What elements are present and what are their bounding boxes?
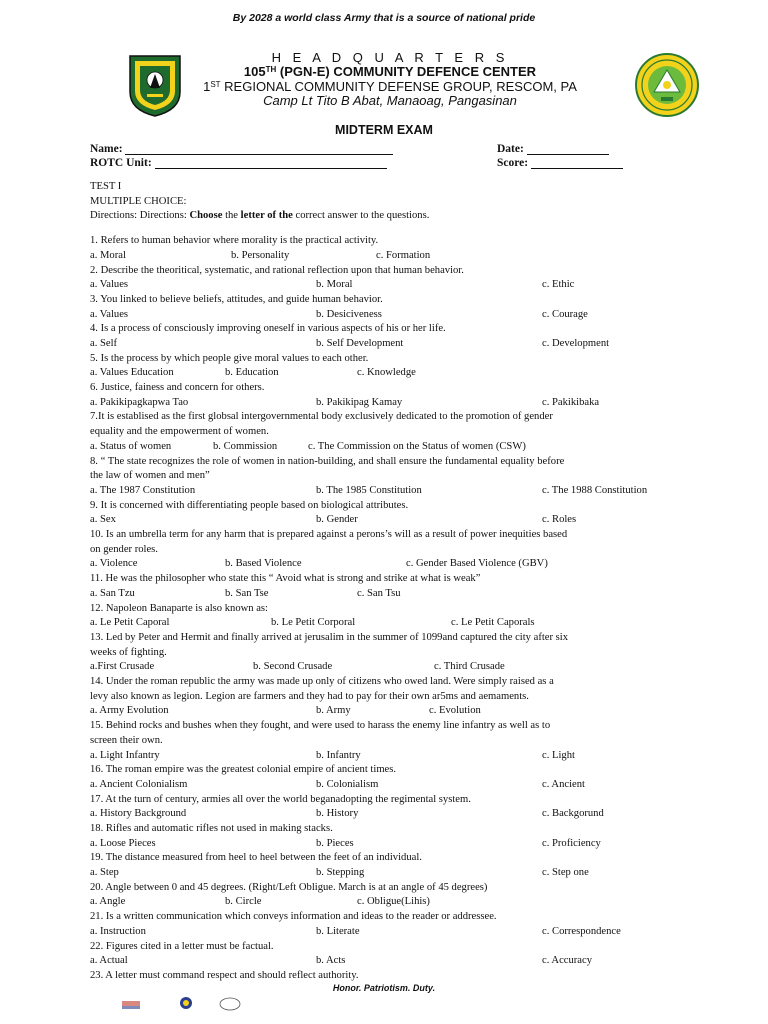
answer-option[interactable]: b. Colonialism	[316, 778, 379, 790]
answer-option[interactable]: c. San Tsu	[357, 587, 401, 599]
answer-option[interactable]: c. The Commission on the Status of women (CSW)	[308, 440, 526, 452]
answer-options	[90, 557, 718, 572]
answer-option[interactable]: b. Circle	[225, 896, 262, 908]
name-field[interactable]	[90, 143, 393, 155]
answer-option[interactable]: b. Pieces	[316, 837, 354, 849]
question-text: 22. Figures cited in a letter must be factual.	[90, 940, 274, 952]
answer-option[interactable]: a. Pakikipagkapwa Tao	[90, 396, 189, 408]
answer-option[interactable]: c. Accuracy	[542, 955, 592, 967]
question-text: 7.It is establised as the first globsal intergovernmental body exclusively dedicated to the promotion of gender	[90, 411, 553, 423]
question-list	[90, 234, 718, 984]
answer-option[interactable]: a. Actual	[90, 955, 128, 967]
name-blank[interactable]	[125, 143, 393, 155]
name-label: Name:	[90, 143, 123, 155]
group-name: 1ST REGIONAL COMMUNITY DEFENSE GROUP, RESCOM, PA	[203, 79, 577, 94]
answer-options	[90, 616, 718, 631]
answer-option[interactable]: b. Infantry	[316, 749, 361, 761]
answer-option[interactable]: a. Values	[90, 308, 129, 320]
question-text: 5. Is the process by which people give moral values to each other.	[90, 352, 369, 364]
answer-option[interactable]: b. The 1985 Constitution	[316, 484, 422, 496]
answer-options	[90, 704, 718, 719]
answer-option[interactable]: a. Angle	[90, 896, 126, 908]
answer-options	[90, 778, 718, 793]
answer-options	[90, 925, 718, 940]
question-text: 14. Under the roman republic the army was made up only of citizens who owed land. Were simply raised as a	[90, 676, 554, 687]
answer-option[interactable]: c. Knowledge	[357, 367, 416, 379]
answer-option[interactable]: a. Status of women	[90, 440, 172, 452]
answer-option[interactable]: b. Army	[316, 705, 351, 717]
question-text: 11. He was the philosopher who state this “ Avoid what is strong and strike at what is weak”	[90, 573, 481, 585]
exam-body	[90, 180, 718, 984]
question-text: 6. Justice, fainess and concern for others.	[90, 382, 265, 394]
answer-option[interactable]: a.First Crusade	[90, 661, 155, 673]
question-text: 20. Angle between 0 and 45 degrees. (Right/Left Obligue. March is at an angle of 45 degrees)	[90, 881, 488, 893]
question-text: 9. It is concerned with differentiating people based on biological attributes.	[90, 499, 409, 511]
headquarters-label: H E A D Q U A R T E R S	[271, 50, 509, 65]
answer-option[interactable]: c. Ethic	[542, 279, 575, 291]
answer-option[interactable]: a. Values	[90, 279, 129, 291]
date-field[interactable]	[497, 143, 609, 155]
answer-options	[90, 807, 718, 822]
answer-option[interactable]: a. Le Petit Caporal	[90, 617, 170, 629]
question-text: 21. Is a written communication which conveys information and ideas to the reader or addressee.	[90, 911, 497, 923]
answer-options	[90, 660, 718, 675]
answer-option[interactable]: c. Correspondence	[542, 925, 621, 937]
answer-option[interactable]: b. Education	[225, 367, 279, 379]
answer-option[interactable]: c. Courage	[542, 308, 588, 320]
answer-option[interactable]: b. Stepping	[316, 867, 365, 879]
question-text: 17. At the turn of century, armies all over the world beganadopting the regimental system.	[90, 793, 471, 805]
answer-option[interactable]: b. Moral	[316, 279, 353, 291]
answer-options	[90, 837, 718, 852]
question-text: 1. Refers to human behavior where morality is the practical activity.	[90, 235, 379, 247]
exam-title: MIDTERM EXAM	[335, 123, 433, 137]
answer-option[interactable]: c. Roles	[542, 514, 577, 526]
score-blank[interactable]	[531, 157, 623, 169]
answer-option[interactable]: a. Sex	[90, 514, 116, 526]
answer-option[interactable]: c. Formation	[376, 249, 431, 261]
question-text: 23. A letter must command respect and should reflect authority.	[90, 969, 359, 981]
answer-option[interactable]: c. Development	[542, 337, 610, 349]
answer-option[interactable]: c. Third Crusade	[434, 661, 505, 673]
answer-options	[90, 866, 718, 881]
answer-option[interactable]: b. Based Violence	[225, 558, 302, 570]
camp-address: Camp Lt Tito B Abat, Manaoag, Pangasinan	[263, 93, 517, 108]
score-label: Score:	[497, 157, 529, 169]
question-text: 19. The distance measured from heel to heel between the feet of an individual.	[90, 852, 422, 864]
answer-option[interactable]: b. Self Development	[316, 337, 404, 349]
answer-options	[90, 513, 718, 528]
question-text: 8. “ The state recognizes the role of women in nation-building, and shall ensure the fundamental equality before	[90, 455, 565, 467]
answer-option[interactable]: c. Gender Based Violence (GBV)	[406, 558, 548, 570]
question-text: screen their own.	[90, 734, 163, 746]
answer-option[interactable]: b. Gender	[316, 514, 358, 526]
answer-options	[90, 954, 718, 969]
question-text: weeks of fighting.	[90, 646, 167, 658]
answer-option[interactable]: a. Ancient Colonialism	[90, 778, 188, 790]
answer-option[interactable]: c. Light	[542, 749, 575, 761]
answer-option[interactable]: c. Obligue(Lihis)	[357, 896, 430, 908]
question-text: 13. Led by Peter and Hermit and finally arrived at jerusalim in the summer of 1099and captured the city after six	[90, 631, 569, 643]
answer-option[interactable]: c. Proficiency	[542, 837, 601, 849]
footer-logo-icon	[122, 1001, 140, 1009]
answer-option[interactable]: b. Personality	[231, 249, 290, 261]
center-name: 105TH (PGN-E) COMMUNITY DEFENCE CENTER	[243, 64, 537, 79]
rcdg-seal-icon	[634, 52, 700, 118]
answer-option[interactable]: a. San Tzu	[90, 587, 135, 599]
question-text: on gender roles.	[90, 543, 158, 555]
answer-option[interactable]: a. Loose Pieces	[90, 837, 156, 849]
rotc-unit-blank[interactable]	[155, 157, 387, 169]
answer-option[interactable]: c. Evolution	[429, 705, 481, 717]
question-text: 12. Napoleon Banaparte is also known as:	[90, 602, 268, 614]
answer-options	[90, 749, 718, 764]
answer-option[interactable]: b. Pakikipag Kamay	[316, 396, 403, 408]
answer-option[interactable]: a. History Background	[90, 808, 187, 820]
answer-option[interactable]: b. San Tse	[225, 587, 269, 599]
answer-options	[90, 440, 718, 455]
answer-option[interactable]: a. Light Infantry	[90, 749, 160, 761]
answer-options	[90, 249, 718, 264]
answer-option[interactable]: a. The 1987 Constitution	[90, 484, 196, 496]
answer-options	[90, 308, 718, 323]
answer-option[interactable]: a. Step	[90, 867, 119, 879]
answer-options	[90, 337, 718, 352]
question-text: 2. Describe the theoritical, systematic, and rational reflection upon that human behavior.	[90, 264, 464, 276]
answer-option[interactable]: a. Self	[90, 337, 118, 349]
rotc-unit-field[interactable]	[90, 157, 387, 169]
answer-options	[90, 895, 718, 910]
question-text: equality and the empowerment of women.	[90, 426, 269, 438]
answer-options	[90, 366, 718, 381]
answer-option[interactable]: a. Army Evolution	[90, 705, 169, 717]
question-text: 3. You linked to believe beliefs, attitudes, and guide human behavior.	[90, 293, 383, 305]
answer-option[interactable]: b. Le Petit Corporal	[271, 617, 356, 629]
answer-option[interactable]: c. Ancient	[542, 778, 585, 790]
answer-option[interactable]: b. Acts	[316, 955, 346, 967]
answer-option[interactable]: c. The 1988 Constitution	[542, 484, 648, 496]
answer-options	[90, 278, 718, 293]
answer-option[interactable]: b. History	[316, 808, 359, 820]
answer-option[interactable]: b. Desiciveness	[316, 308, 382, 320]
question-text: levy also known as legion. Legion are farmers and they had to pay for their own ar5ms and aemaments.	[90, 690, 529, 702]
footer-logos	[120, 995, 250, 1013]
answer-option[interactable]: b. Literate	[316, 925, 360, 937]
answer-option[interactable]: b. Commission	[213, 440, 278, 452]
question-text: 18. Rifles and automatic rifles not used in making stacks.	[90, 822, 333, 834]
date-label: Date:	[497, 143, 524, 155]
answer-option[interactable]: c. Backgorund	[542, 808, 604, 820]
answer-option[interactable]: a. Violence	[90, 558, 138, 570]
question-text: 4. Is a process of consciously improving oneself in various aspects of his or her life.	[90, 323, 446, 335]
answer-options	[90, 396, 718, 411]
question-text: 10. Is an umbrella term for any harm that is prepared against a perons’s will as a result of power inequities based	[90, 529, 568, 541]
test-type: MULTIPLE CHOICE:	[90, 195, 187, 207]
answer-option[interactable]: c. Pakikibaka	[542, 396, 600, 408]
answer-option[interactable]: a. Instruction	[90, 925, 146, 937]
answer-option[interactable]: b. Second Crusade	[253, 661, 333, 673]
footer-motto: Honor. Patriotism. Duty.	[332, 983, 436, 993]
directions: Directions: Directions: Choose the letter of the correct answer to the questions.	[90, 210, 430, 222]
date-blank[interactable]	[527, 143, 609, 155]
answer-options	[90, 587, 718, 602]
question-text: the law of women and men”	[90, 470, 210, 482]
answer-option[interactable]: c. Step one	[542, 867, 589, 879]
answer-options	[90, 484, 718, 499]
rotc-unit-label: ROTC Unit:	[90, 157, 152, 169]
answer-option[interactable]: a. Values Education	[90, 367, 174, 379]
question-text: 15. Behind rocks and bushes when they fought, and were used to harass the enemy line infantry as well as to	[90, 720, 551, 732]
test-title: TEST I	[90, 181, 122, 192]
score-field[interactable]	[497, 157, 623, 169]
answer-option[interactable]: c. Le Petit Caporals	[451, 617, 535, 629]
vision-motto: By 2028 a world class Army that is a source of national pride	[232, 12, 536, 24]
question-text: 16. The roman empire was the greatest colonial empire of ancient times.	[90, 764, 397, 776]
answer-option[interactable]: a. Moral	[90, 249, 126, 261]
